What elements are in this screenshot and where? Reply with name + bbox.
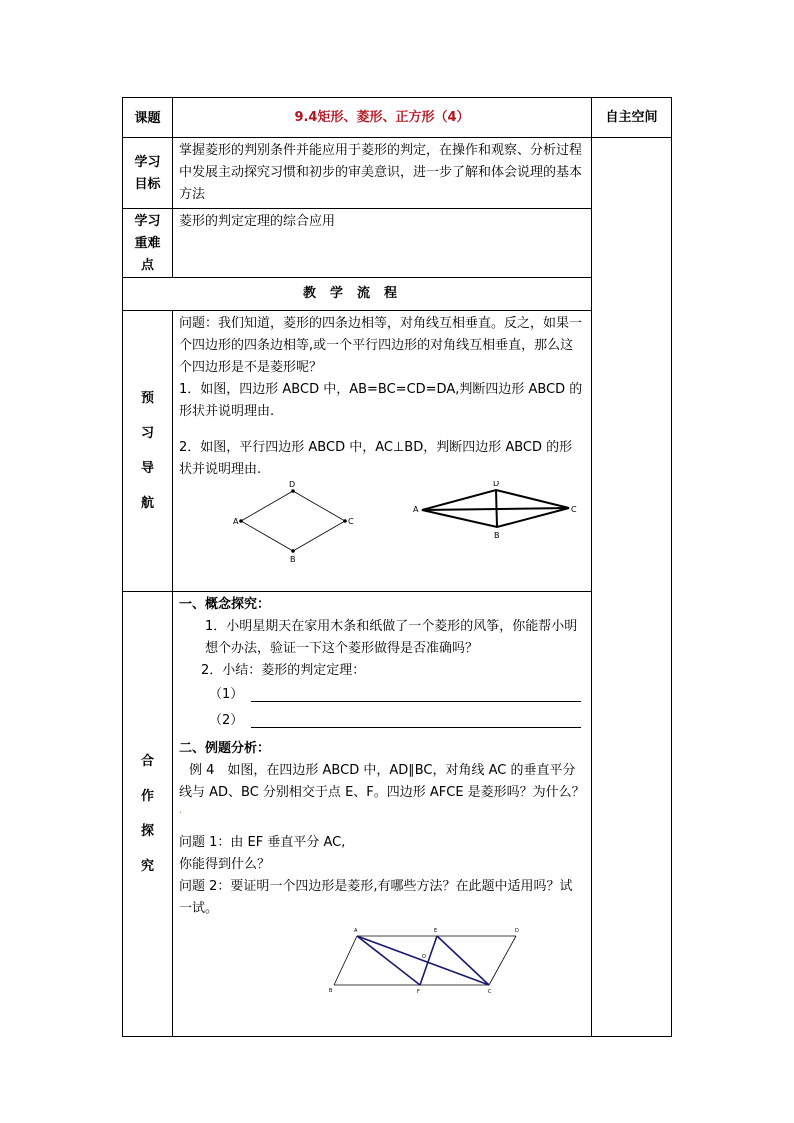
lesson-plan-table	[122, 97, 672, 1037]
focus-label: 学习 重难 点	[123, 209, 173, 278]
fig3-line-dc	[489, 936, 516, 985]
explore-label: 合 作 探 究	[123, 592, 173, 1037]
preview-content	[173, 311, 592, 592]
flow-header: 教学流程	[123, 278, 592, 311]
fig2-label-d: D	[493, 481, 500, 488]
goals-row	[123, 138, 672, 209]
rhombus-figure-1	[241, 491, 345, 551]
blank-line-2: （2）	[179, 710, 585, 732]
preview-row	[123, 311, 672, 592]
fig3-label-d: D	[515, 928, 519, 934]
fig2-label-a: A	[413, 505, 419, 514]
explore-content: 一、概念探究： 1．小明星期天在家用木条和纸做了一个菱形的风筝，你能帮小明想个办法，验证一下这个菱形做得是否准确吗？ 2．小结：菱形的判定定理： （1） （2） 二、例题分析： 例 4 如图，在四边形 ABCD 中，AD∥BC，对角线 AC 的垂直平分线与 AD、BC 分别相交于点 E、F。四边形 AFCE 是菱形吗？为什么？ . 问题 1：由 EF 垂直平分 AC, 你能得到什么？ 问题 2：要证明一个四边形是菱形,有哪些方法？在此题中适用吗？试一试。 A E D O B F C	[173, 592, 592, 1037]
fig1-point-a	[239, 519, 243, 523]
fig1-label-c: C	[348, 517, 354, 526]
fig3-label-f: F	[417, 989, 420, 995]
focus-text: 菱形的判定定理的综合应用	[173, 209, 592, 278]
flow-header-row	[123, 278, 672, 311]
preview-item-1: 1．如图，四边形 ABCD 中，AB=BC=CD=DA,判断四边形 ABCD 的形状并说明理由.	[179, 382, 583, 419]
fig2-diagonal-bd	[496, 490, 497, 527]
fig1-point-b	[291, 549, 295, 553]
fig3-label-b: B	[329, 988, 333, 994]
example-text: 例 4 如图，在四边形 ABCD 中，AD∥BC，对角线 AC 的垂直平分线与 AD、BC 分别相交于点 E、F。四边形 AFCE 是菱形吗？为什么？	[179, 763, 585, 800]
fig1-label-b: B	[290, 555, 296, 564]
fig2-label-b: B	[494, 531, 500, 540]
section-example-title: 二、例题分析：	[179, 741, 271, 756]
fig2-label-c: C	[571, 505, 577, 514]
fig3-label-c: C	[488, 989, 492, 995]
fig1-label-a: A	[233, 517, 239, 526]
fig3-label-o: O	[422, 954, 426, 960]
goals-text: 掌握菱形的判别条件并能应用于菱形的判定，在操作和观察、分析过程中发展主动探究习惯和初步的审美意识，进一步了解和体会说理的基本方法	[173, 138, 592, 209]
focus-row	[123, 209, 672, 278]
concept-item-2: 2．小结：菱形的判定定理：	[201, 663, 366, 678]
fig3-label-e: E	[434, 928, 438, 934]
course-label: 课题	[123, 98, 173, 138]
fig3-label-a: A	[354, 928, 358, 934]
question-2: 问题 2：要证明一个四边形是菱形,有哪些方法？在此题中适用吗？试一试。	[179, 879, 573, 916]
explore-row	[123, 592, 672, 1037]
fig3-line-af	[357, 936, 420, 985]
header-row	[123, 98, 672, 138]
question-1a: 问题 1：由 EF 垂直平分 AC,	[179, 835, 346, 850]
concept-item-1: 1．小明星期天在家用木条和纸做了一个菱形的风筝，你能帮小明想个办法，验证一下这个菱形做得是否准确吗？	[205, 619, 578, 656]
example-figure	[179, 920, 584, 1000]
side-notes-space	[592, 138, 672, 1037]
preview-label: 预 习 导 航	[123, 311, 173, 592]
fig1-label-d: D	[289, 481, 296, 489]
page-title: 9.4矩形、菱形、正方形（4）	[173, 98, 592, 138]
preview-question: 问题：我们知道，菱形的四条边相等，对角线互相垂直。反之，如果一个四边形的四条边相等,或一个平行四边形的对角线互相垂直，那么这个四边形是不是菱形呢？	[179, 316, 583, 375]
fig1-point-d	[291, 489, 295, 493]
goals-label: 学习 目标	[123, 138, 173, 209]
blank-line-1: （1）	[179, 684, 585, 706]
section-concept-title: 一、概念探究：	[179, 597, 271, 612]
fig1-point-c	[343, 519, 347, 523]
fig3-line-ec	[437, 936, 489, 985]
question-1b: 你能得到什么？	[179, 857, 271, 872]
side-column-header: 自主空间	[592, 98, 672, 138]
preview-figures	[179, 481, 584, 581]
preview-item-2: 2．如图，平行四边形 ABCD 中，AC⊥BD，判断四边形 ABCD 的形状并说明理由.	[179, 440, 573, 477]
fig3-line-ab	[334, 936, 357, 985]
